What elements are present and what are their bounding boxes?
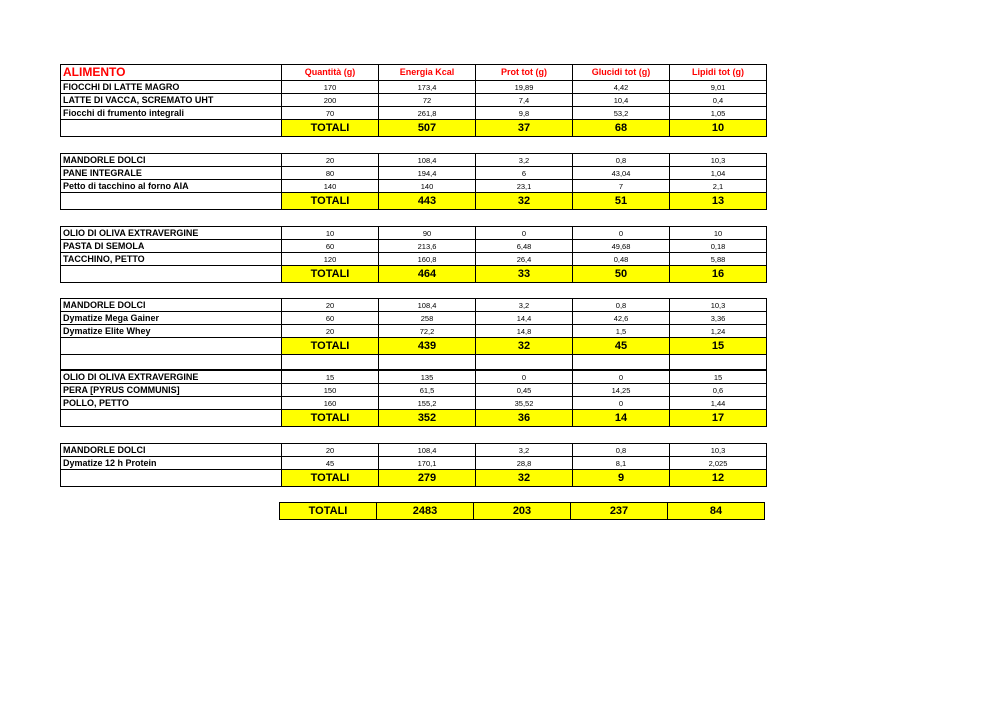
total-lip: 17 <box>670 410 767 427</box>
totals-label: TOTALI <box>282 338 379 355</box>
grand-total-kcal: 2483 <box>377 503 474 520</box>
food-quantity: 140 <box>282 180 379 193</box>
food-kcal: 72,2 <box>379 325 476 338</box>
food-lip: 3,36 <box>670 312 767 325</box>
total-kcal: 279 <box>379 470 476 487</box>
food-kcal: 108,4 <box>379 299 476 312</box>
food-prot: 6 <box>476 167 573 180</box>
totals-blank-cell <box>61 120 282 137</box>
food-prot: 7,4 <box>476 94 573 107</box>
food-gluc: 43,04 <box>573 167 670 180</box>
food-name: PANE INTEGRALE <box>61 167 282 180</box>
food-prot: 3,2 <box>476 299 573 312</box>
grand-totals-table <box>279 502 765 520</box>
food-name: MANDORLE DOLCI <box>61 154 282 167</box>
food-prot: 0 <box>476 227 573 240</box>
meal-table-3 <box>60 226 767 283</box>
food-gluc: 10,4 <box>573 94 670 107</box>
food-name: MANDORLE DOLCI <box>61 299 282 312</box>
totals-row <box>61 410 767 427</box>
total-prot: 36 <box>476 410 573 427</box>
food-name: LATTE DI VACCA, SCREMATO UHT <box>61 94 282 107</box>
total-prot: 32 <box>476 470 573 487</box>
grand-total-prot: 203 <box>474 503 571 520</box>
total-lip: 13 <box>670 193 767 210</box>
total-gluc: 9 <box>573 470 670 487</box>
food-prot: 3,2 <box>476 444 573 457</box>
food-gluc: 0 <box>573 371 670 384</box>
food-kcal: 155,2 <box>379 397 476 410</box>
food-lip: 2,1 <box>670 180 767 193</box>
food-kcal: 135 <box>379 371 476 384</box>
total-lip: 10 <box>670 120 767 137</box>
total-gluc: 68 <box>573 120 670 137</box>
totals-blank-cell <box>61 470 282 487</box>
food-lip: 10,3 <box>670 154 767 167</box>
totals-blank-cell <box>61 338 282 355</box>
food-name: PASTA DI SEMOLA <box>61 240 282 253</box>
grand-totals-row <box>280 503 765 520</box>
header-energia: Energia Kcal <box>379 65 476 81</box>
food-prot: 26,4 <box>476 253 573 266</box>
food-kcal: 108,4 <box>379 154 476 167</box>
total-kcal: 439 <box>379 338 476 355</box>
spacer-cell <box>282 355 379 370</box>
food-lip: 10,3 <box>670 444 767 457</box>
food-kcal: 173,4 <box>379 81 476 94</box>
food-lip: 0,6 <box>670 384 767 397</box>
food-row <box>61 325 767 338</box>
meal-table-2 <box>60 153 767 210</box>
food-name: Dymatize 12 h Protein <box>61 457 282 470</box>
food-lip: 15 <box>670 371 767 384</box>
food-row <box>61 457 767 470</box>
food-row <box>61 107 767 120</box>
total-prot: 32 <box>476 338 573 355</box>
food-name: Dymatize Elite Whey <box>61 325 282 338</box>
spacer-cell <box>670 355 767 370</box>
total-prot: 33 <box>476 266 573 283</box>
food-gluc: 53,2 <box>573 107 670 120</box>
food-quantity: 20 <box>282 325 379 338</box>
food-quantity: 80 <box>282 167 379 180</box>
food-kcal: 61,5 <box>379 384 476 397</box>
food-quantity: 170 <box>282 81 379 94</box>
food-kcal: 258 <box>379 312 476 325</box>
food-name: PERA [PYRUS COMMUNIS] <box>61 384 282 397</box>
totals-label: TOTALI <box>282 193 379 210</box>
total-kcal: 443 <box>379 193 476 210</box>
totals-row <box>61 120 767 137</box>
meal-table-1 <box>60 64 767 137</box>
total-gluc: 14 <box>573 410 670 427</box>
total-kcal: 464 <box>379 266 476 283</box>
food-name: OLIO DI OLIVA EXTRAVERGINE <box>61 227 282 240</box>
header-alimento: ALIMENTO <box>61 65 282 81</box>
food-row <box>61 227 767 240</box>
food-prot: 14,4 <box>476 312 573 325</box>
header-prot: Prot tot (g) <box>476 65 573 81</box>
food-prot: 0 <box>476 371 573 384</box>
food-kcal: 90 <box>379 227 476 240</box>
food-quantity: 45 <box>282 457 379 470</box>
food-gluc: 4,42 <box>573 81 670 94</box>
total-gluc: 45 <box>573 338 670 355</box>
food-row <box>61 299 767 312</box>
food-quantity: 120 <box>282 253 379 266</box>
header-glucidi: Glucidi tot (g) <box>573 65 670 81</box>
food-kcal: 213,6 <box>379 240 476 253</box>
food-quantity: 20 <box>282 154 379 167</box>
food-row <box>61 312 767 325</box>
food-kcal: 108,4 <box>379 444 476 457</box>
food-name: Fiocchi di frumento integrali <box>61 107 282 120</box>
food-lip: 10,3 <box>670 299 767 312</box>
total-lip: 12 <box>670 470 767 487</box>
food-row <box>61 444 767 457</box>
food-row <box>61 397 767 410</box>
food-lip: 1,05 <box>670 107 767 120</box>
food-quantity: 15 <box>282 371 379 384</box>
food-name: FIOCCHI DI LATTE MAGRO <box>61 81 282 94</box>
food-gluc: 42,6 <box>573 312 670 325</box>
food-name: Dymatize Mega Gainer <box>61 312 282 325</box>
totals-label: TOTALI <box>282 120 379 137</box>
food-prot: 3,2 <box>476 154 573 167</box>
food-row <box>61 81 767 94</box>
food-quantity: 10 <box>282 227 379 240</box>
grand-total-gluc: 237 <box>571 503 668 520</box>
food-gluc: 49,68 <box>573 240 670 253</box>
total-lip: 15 <box>670 338 767 355</box>
spacer-row <box>61 355 767 370</box>
food-lip: 1,24 <box>670 325 767 338</box>
food-quantity: 160 <box>282 397 379 410</box>
totals-label: TOTALI <box>282 470 379 487</box>
food-lip: 5,88 <box>670 253 767 266</box>
food-gluc: 0,8 <box>573 154 670 167</box>
totals-label: TOTALI <box>282 410 379 427</box>
food-name: TACCHINO, PETTO <box>61 253 282 266</box>
food-quantity: 20 <box>282 299 379 312</box>
food-quantity: 200 <box>282 94 379 107</box>
food-gluc: 14,25 <box>573 384 670 397</box>
food-name: OLIO DI OLIVA EXTRAVERGINE <box>61 371 282 384</box>
meal-table-4 <box>60 298 767 370</box>
food-row <box>61 384 767 397</box>
totals-label: TOTALI <box>282 266 379 283</box>
food-prot: 23,1 <box>476 180 573 193</box>
food-kcal: 170,1 <box>379 457 476 470</box>
food-gluc: 0 <box>573 397 670 410</box>
food-lip: 10 <box>670 227 767 240</box>
totals-row <box>61 338 767 355</box>
food-name: POLLO, PETTO <box>61 397 282 410</box>
food-row <box>61 167 767 180</box>
totals-row <box>61 266 767 283</box>
header-row <box>61 65 767 81</box>
grand-totals-label: TOTALI <box>280 503 377 520</box>
food-gluc: 0 <box>573 227 670 240</box>
food-gluc: 0,8 <box>573 299 670 312</box>
food-name: Petto di tacchino al forno AIA <box>61 180 282 193</box>
food-kcal: 72 <box>379 94 476 107</box>
food-row <box>61 154 767 167</box>
food-row <box>61 253 767 266</box>
food-quantity: 60 <box>282 312 379 325</box>
grand-total-lip: 84 <box>668 503 765 520</box>
food-lip: 1,04 <box>670 167 767 180</box>
total-prot: 37 <box>476 120 573 137</box>
food-gluc: 0,8 <box>573 444 670 457</box>
totals-row <box>61 470 767 487</box>
food-prot: 0,45 <box>476 384 573 397</box>
food-kcal: 160,8 <box>379 253 476 266</box>
food-name: MANDORLE DOLCI <box>61 444 282 457</box>
total-gluc: 50 <box>573 266 670 283</box>
header-quantita: Quantità (g) <box>282 65 379 81</box>
food-lip: 0,4 <box>670 94 767 107</box>
meal-table-5 <box>60 370 767 427</box>
food-quantity: 20 <box>282 444 379 457</box>
food-lip: 1,44 <box>670 397 767 410</box>
total-prot: 32 <box>476 193 573 210</box>
food-lip: 2,025 <box>670 457 767 470</box>
header-lipidi: Lipidi tot (g) <box>670 65 767 81</box>
food-kcal: 194,4 <box>379 167 476 180</box>
food-prot: 14,8 <box>476 325 573 338</box>
total-kcal: 352 <box>379 410 476 427</box>
food-kcal: 261,8 <box>379 107 476 120</box>
food-prot: 28,8 <box>476 457 573 470</box>
food-row <box>61 180 767 193</box>
food-row <box>61 371 767 384</box>
total-kcal: 507 <box>379 120 476 137</box>
food-row <box>61 240 767 253</box>
food-gluc: 7 <box>573 180 670 193</box>
total-lip: 16 <box>670 266 767 283</box>
food-gluc: 8,1 <box>573 457 670 470</box>
food-lip: 0,18 <box>670 240 767 253</box>
meal-table-6 <box>60 443 767 487</box>
food-prot: 9,8 <box>476 107 573 120</box>
food-row <box>61 94 767 107</box>
spacer-cell <box>379 355 476 370</box>
totals-blank-cell <box>61 193 282 210</box>
food-kcal: 140 <box>379 180 476 193</box>
totals-row <box>61 193 767 210</box>
spacer-cell <box>61 355 282 370</box>
food-prot: 35,52 <box>476 397 573 410</box>
food-prot: 6,48 <box>476 240 573 253</box>
food-prot: 19,89 <box>476 81 573 94</box>
food-quantity: 60 <box>282 240 379 253</box>
spacer-cell <box>476 355 573 370</box>
food-gluc: 1,5 <box>573 325 670 338</box>
totals-blank-cell <box>61 266 282 283</box>
total-gluc: 51 <box>573 193 670 210</box>
spacer-cell <box>573 355 670 370</box>
totals-blank-cell <box>61 410 282 427</box>
food-gluc: 0,48 <box>573 253 670 266</box>
food-lip: 9,01 <box>670 81 767 94</box>
food-quantity: 150 <box>282 384 379 397</box>
food-quantity: 70 <box>282 107 379 120</box>
